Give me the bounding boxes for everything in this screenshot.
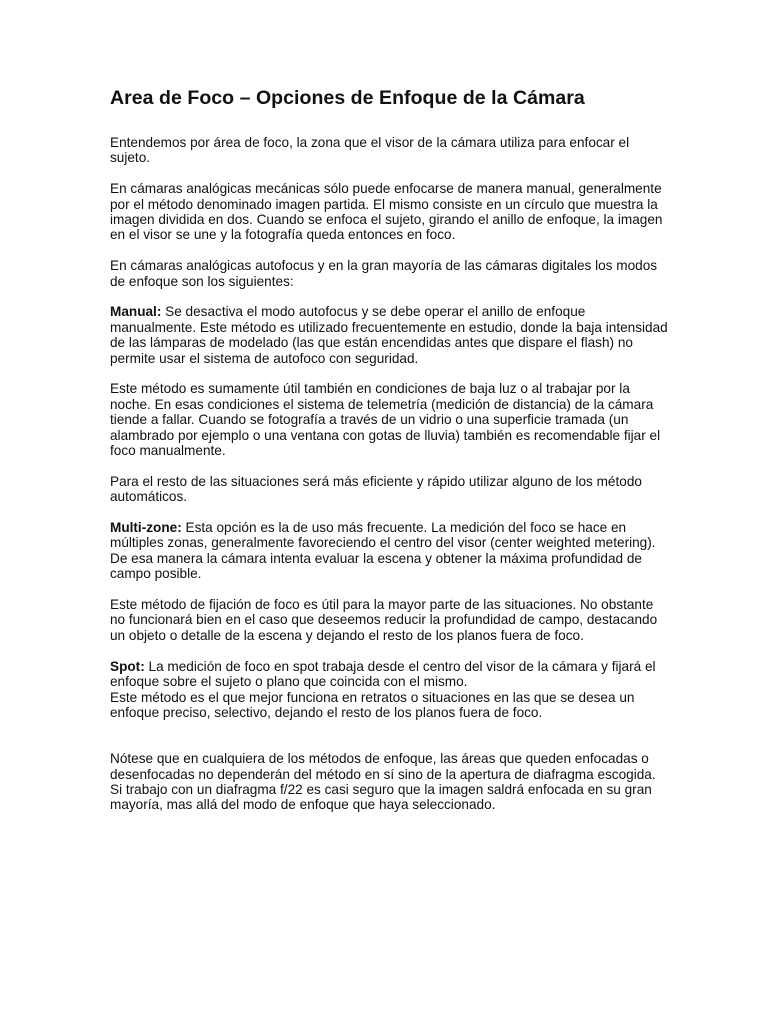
spot-mode-label: Spot:: [110, 658, 145, 674]
paragraph-multi-zone-mode: [110, 520, 668, 582]
paragraph-analog-mechanical: En cámaras analógicas mecánicas sólo puede enfocarse de manera manual, generalmente por el método denominado imagen partida. El mismo consiste en un círculo que muestra la imagen dividida en dos. Cuando se enfoca el sujeto, girando el anillo de enfoque, la imagen en el visor se une y la fotografía queda entonces en foco.: [110, 181, 663, 243]
paragraph-multi-zone-notes: Este método de fijación de foco es útil para la mayor parte de las situaciones. No obstante no funcionará bien en el caso que deseemos reducir la profundidad de campo, destacando un objeto o detalle de la escena y dejando el resto de los planos fuera de foco.: [110, 597, 658, 643]
paragraph-manual-mode: [110, 304, 668, 366]
paragraph-automatic-methods: Para el resto de las situaciones será más eficiente y rápido utilizar alguno de los método automáticos.: [110, 473, 642, 505]
manual-mode-text: Se desactiva el modo autofocus y se debe operar el anillo de enfoque manualmente. Este método es utilizado frecuentemente en estudio, donde la baja intensidad de las lámparas de modelado (las que están encendidas antes que dispare el flash) no permite usar el sistema de autofoco con seguridad.: [110, 304, 668, 366]
multi-zone-mode-label: Multi-zone:: [110, 520, 182, 536]
spot-mode-notes: Este método es el que mejor funciona en retratos o situaciones en las que se desea un enfoque preciso, selectivo, dejando el resto de los planos fuera de foco.: [110, 689, 635, 720]
spot-mode-text: La medición de foco en spot trabaja desde el centro del visor de la cámara y fijará el enfoque sobre el sujeto o plano que coincida con el mismo.: [110, 658, 656, 690]
paragraph-spot-mode: [110, 659, 668, 721]
document-title: Area de Foco – Opciones de Enfoque de la Cámara: [110, 87, 585, 109]
manual-mode-label: Manual:: [110, 304, 162, 320]
multi-zone-mode-text: Esta opción es la de uso más frecuente. La medición del foco se hace en múltiples zonas, generalmente favoreciendo el centro del visor (center weighted metering). De esa manera la cámara intenta evaluar la escena y obtener la máxima profundidad de campo posible.: [110, 520, 656, 582]
paragraph-focus-modes-intro: En cámaras analógicas autofocus y en la gran mayoría de las cámaras digitales los modos de enfoque son los siguientes:: [110, 258, 658, 289]
paragraph-intro: Entendemos por área de foco, la zona que el visor de la cámara utiliza para enfocar el sujeto.: [110, 135, 630, 166]
paragraph-aperture-note: Nótese que en cualquiera de los métodos de enfoque, las áreas que queden enfocadas o desenfocadas no dependerán del método en sí sino de la apertura de diafragma escogida. Si trabajo con un diafragma f/22 es casi seguro que la imagen saldrá enfocada en su gran mayoría, mas allá del modo de enfoque que haya seleccionado.: [110, 751, 656, 813]
paragraph-low-light: Este método es sumamente útil también en condiciones de baja luz o al trabajar por la noche. En esas condiciones el sistema de telemetría (medición de distancia) de la cámara tiende a fallar. Cuando se fotografía a través de un vidrio o una superficie tramada (un alambrado por ejemplo o una ventana con gotas de lluvia) también es recomendable fijar el foco manualmente.: [110, 381, 661, 459]
